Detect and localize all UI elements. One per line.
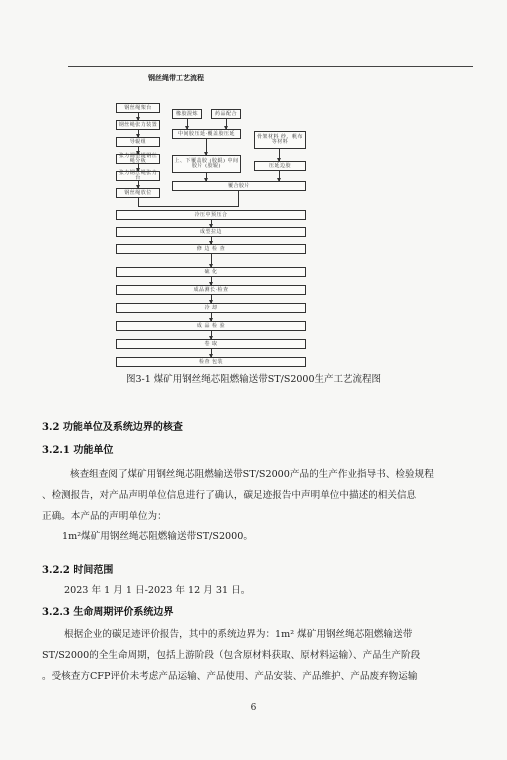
paragraph-line: 1m²煤矿用钢丝绳芯阻燃输送带ST/S2000。 <box>62 531 253 542</box>
flow-arrow <box>211 331 212 339</box>
flow-arrow <box>211 277 212 285</box>
flow-arrow <box>138 181 139 188</box>
flow-box-inspection: 成品测长·检查 <box>116 285 306 295</box>
flow-arrow <box>226 119 227 129</box>
paragraph-line: 核查组查阅了煤矿用钢丝绳芯阻燃输送带ST/S2000产品的生产作业指导书、检验规程 <box>70 469 434 480</box>
section-3-2-2-heading: 3.2.2 时间范围 <box>42 565 114 576</box>
flow-arrow <box>138 130 139 137</box>
flow-box-packing-check: 成 品 检 验 <box>116 321 306 331</box>
flow-arrow <box>211 254 212 267</box>
paragraph-line: 、检测报告，对产品声明单位信息进行了确认，碳足迹报告中声明单位中描述的相关信息 <box>42 490 417 501</box>
flow-arrow <box>138 147 139 154</box>
flow-arrow <box>211 349 212 357</box>
flow-arrow <box>187 119 188 129</box>
flow-connector <box>238 191 239 207</box>
flow-arrow <box>279 149 280 161</box>
flow-box-guide-rolls: 导辊组 <box>116 137 160 147</box>
section-3-2-3-heading: 3.2.3 生命周期评价系统边界 <box>42 607 174 618</box>
flow-box-rolling-up: 卷 取 <box>116 339 306 349</box>
flow-box-calender: 上、下覆盖胶 (胶辊) 中间胶片 (胶辊) <box>172 155 241 173</box>
flow-arrow <box>211 237 212 244</box>
paragraph-line: 。受核查方CFP评价未考虑产品运输、产品使用、产品安装、产品维护、产品废弃物运输 <box>42 671 418 682</box>
flow-arrow <box>211 295 212 303</box>
flow-box-compounding: 药品配合 <box>211 109 241 119</box>
flow-arrow <box>211 313 212 321</box>
paragraph-line: 正确。本产品的声明单位为： <box>42 511 167 522</box>
flow-box-steel-wire-tension: 钢丝绳张力装置 <box>116 120 160 130</box>
flow-box-vulcanizing: 硫 化 <box>116 267 306 277</box>
flow-box-tension-holder: 张力钢丝绳张力台 <box>116 171 160 181</box>
flow-box-tension-roll: 张力调整辊钢丝绳分板 <box>116 154 160 164</box>
paragraph-line: ST/S2000的全生命周期，包括上游阶段（包含原材料获取、原材料运输）、产品生产阶段 <box>42 650 421 661</box>
page-number: 6 <box>250 703 257 713</box>
flow-box-skeleton: 骨架材料 纱、帆布等材料 <box>254 131 306 149</box>
figure-title: 钢丝绳带工艺流程 <box>148 73 204 82</box>
process-flow-figure <box>68 67 388 367</box>
paragraph-line: 2023 年 1 月 1 日-2023 年 12 月 31 日。 <box>64 585 251 596</box>
flow-box-trimming: 修 边 检 查 <box>116 244 306 254</box>
figure-caption: 图3-1 煤矿用钢丝绳芯阻燃输送带ST/S2000生产工艺流程图 <box>125 374 382 385</box>
flow-arrow <box>279 171 280 181</box>
flow-box-pre-forming: 冷压中预压合 <box>116 210 306 220</box>
flow-box-wire-guide: 钢丝绳放位 <box>116 188 160 198</box>
flow-connector <box>138 206 238 207</box>
flow-box-cooling: 冷 却 <box>116 303 306 313</box>
paragraph-line: 根据企业的碳足迹评价报告，其中的系统边界为：1m² 煤矿用钢丝绳芯阻燃输送带 <box>64 629 413 640</box>
flow-arrow <box>211 220 212 227</box>
flow-arrow <box>206 139 207 155</box>
flow-arrow <box>138 164 139 171</box>
section-3-2-heading: 3.2 功能单位及系统边界的核查 <box>42 422 183 433</box>
flow-box-rubber-mixing: 橡胶混炼 <box>172 109 202 119</box>
flow-box-sheet-rolling: 中间胶压延·覆盖胶压延 <box>172 129 241 139</box>
flow-box-assembly: 覆合胶片 <box>172 181 306 191</box>
flow-arrow <box>138 113 139 120</box>
flow-box-final: 检查 包装 <box>116 357 306 367</box>
flow-arrow <box>206 173 207 181</box>
flow-box-forming: 成型拉边 <box>116 227 306 237</box>
flow-box-edge-cut: 压延边胶 <box>254 161 306 171</box>
flow-connector <box>138 198 139 206</box>
flow-box-steel-wire-rack: 钢丝绳架台 <box>116 103 160 113</box>
section-3-2-1-heading: 3.2.1 功能单位 <box>42 445 114 456</box>
